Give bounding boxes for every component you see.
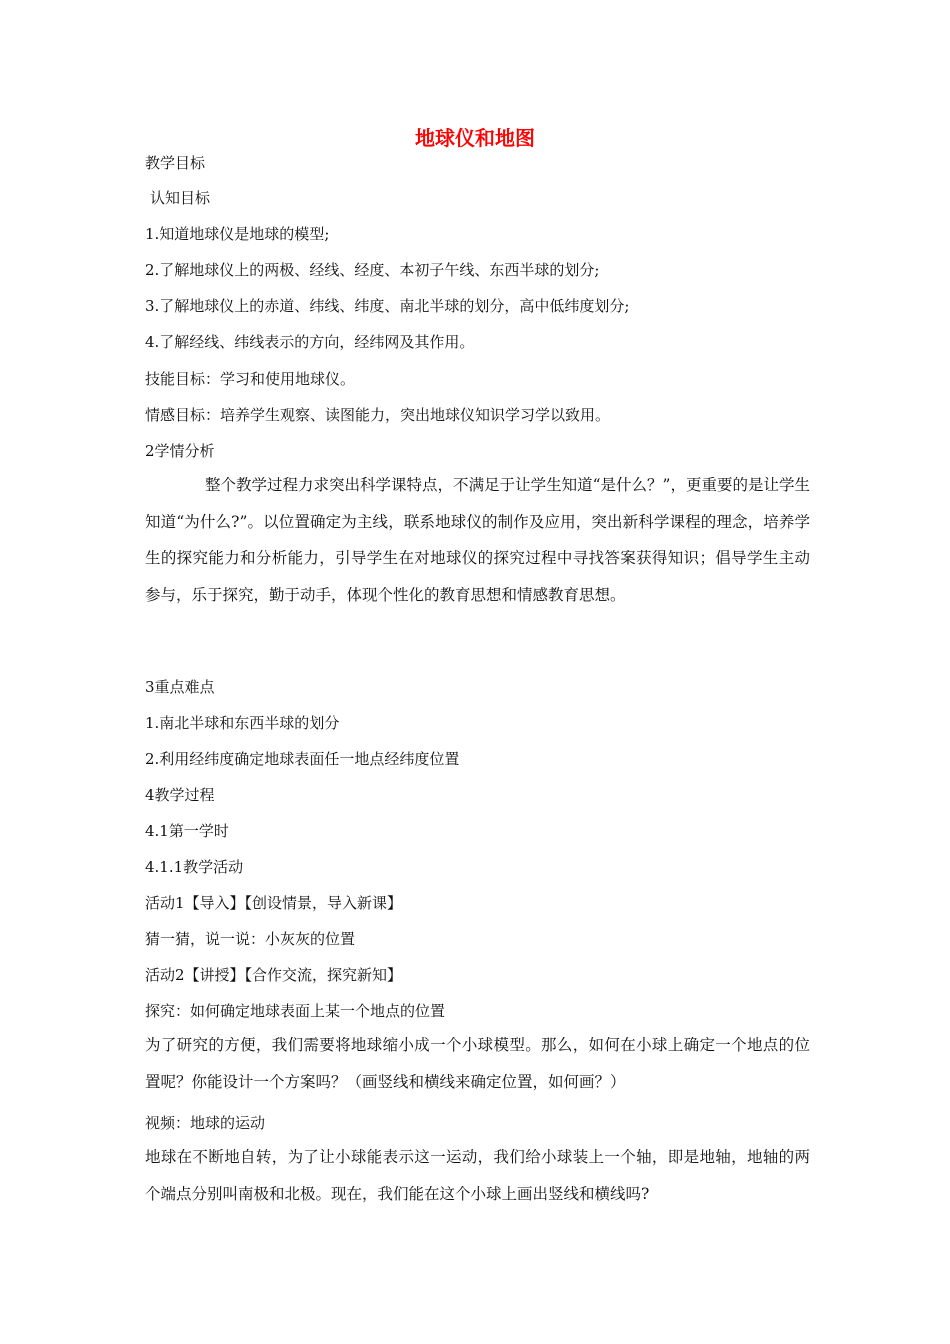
text-line: 情感目标：培养学生观察、读图能力，突出地球仪知识学习学以致用。 [145, 406, 611, 424]
section-heading: 2学情分析 [145, 442, 215, 460]
paragraph-text: 地球在不断地自转，为了让小球能表示这一运动，我们给小球装上一个轴，即是地轴，地轴的两个端点分别叫南极和北极。现在，我们能在这个小球上画出竖线和横线吗? [145, 1148, 810, 1203]
text-line: 4.了解经线、纬线表示的方向，经纬网及其作用。 [145, 333, 475, 351]
paragraph [145, 467, 810, 613]
text-line: 视频：地球的运动 [145, 1114, 266, 1132]
text-line: 3.了解地球仪上的赤道、纬线、纬度、南北半球的划分，高中低纬度划分; [145, 297, 630, 315]
text-line: 活动2【讲授】【合作交流，探究新知】 [145, 966, 403, 984]
text-line: 2.利用经纬度确定地球表面任一地点经纬度位置 [145, 750, 460, 768]
paragraph [145, 1139, 810, 1212]
paragraph-text: 为了研究的方便，我们需要将地球缩小成一个小球模型。那么，如何在小球上确定一个地点的位置呢？你能设计一个方案吗？（画竖线和横线来确定位置，如何画？） [145, 1036, 810, 1091]
text-line: 活动1【导入】【创设情景，导入新课】 [145, 894, 403, 912]
text-line: 猜一猜，说一说：小灰灰的位置 [145, 930, 356, 948]
text-line: 2.了解地球仪上的两极、经线、经度、本初子午线、东西半球的划分; [145, 261, 600, 279]
text-line: 1.南北半球和东西半球的划分 [145, 714, 340, 732]
text-line: 认知目标 [150, 189, 211, 207]
text-line: 探究：如何确定地球表面上某一个地点的位置 [145, 1002, 446, 1020]
text-line: 教学目标 [145, 154, 206, 172]
paragraph-text: 整个教学过程力求突出科学课特点，不满足于让学生知道“是什么？”，更重要的是让学生知道“为什么?”。以位置确定为主线，联系地球仪的制作及应用，突出新科学课程的理念，培养学生的探究能力和分析能力，引导学生在对地球仪的探究过程中寻找答案获得知识；倡导学生主动参与，乐于探究，勤于动手，体现个性化的教育思想和情感教育思想。 [145, 476, 810, 604]
text-line: 4.1第一学时 [145, 822, 229, 840]
document-title: 地球仪和地图 [415, 126, 535, 150]
section-heading: 3重点难点 [145, 678, 215, 696]
text-line: 4.1.1教学活动 [145, 858, 244, 876]
text-line: 1.知道地球仪是地球的模型; [145, 225, 330, 243]
paragraph [145, 1027, 810, 1100]
text-line: 技能目标：学习和使用地球仪。 [145, 370, 356, 388]
section-heading: 4教学过程 [145, 786, 215, 804]
